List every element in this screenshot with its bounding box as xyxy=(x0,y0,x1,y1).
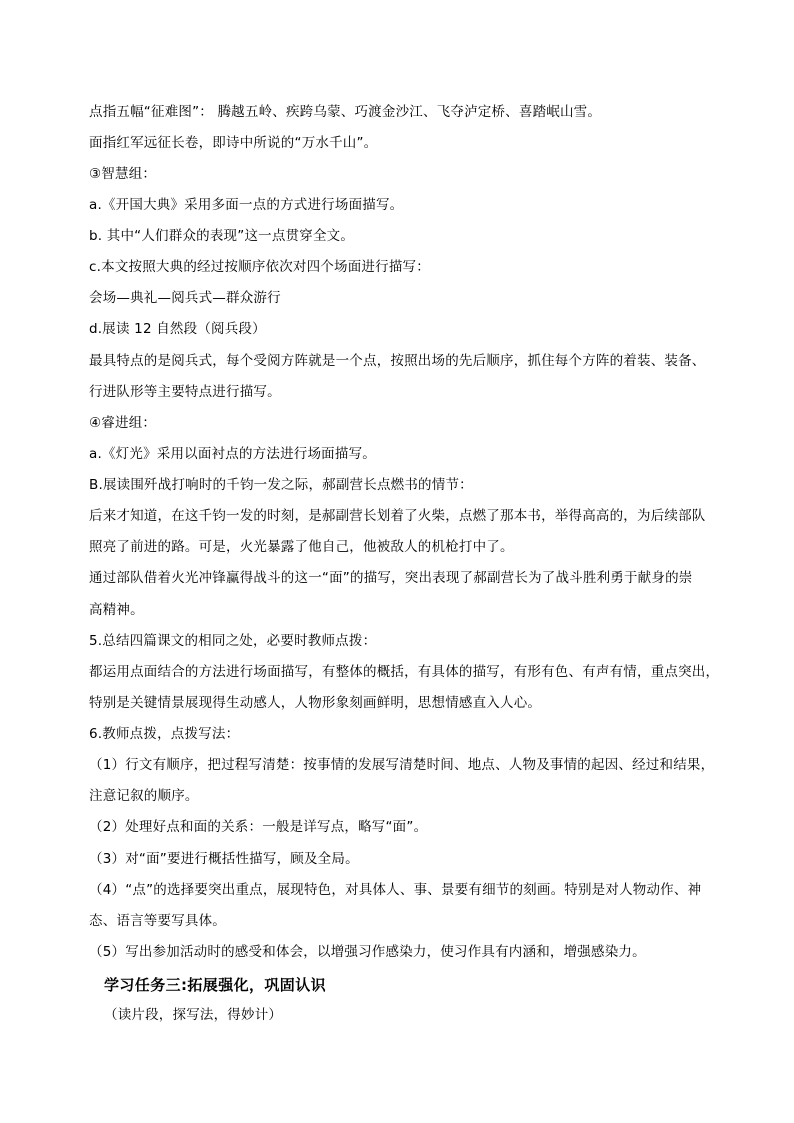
text-line: 特别是关键情景展现得生动感人，人物形象刻画鲜明，思想情感直入人心。 xyxy=(89,695,542,711)
text-line: c.本文按照大典的经过按顺序依次对四个场面进行描写： xyxy=(89,259,430,275)
text-line: （3）对“面”要进行概括性描写，顾及全局。 xyxy=(89,851,359,867)
text-line: a.《开国大典》采用多面一点的方式进行场面描写。 xyxy=(89,197,404,213)
text-line: 通过部队借着火光冲锋赢得战斗的这一“面”的描写，突出表现了郝副营长为了战斗胜利勇于献身的崇 xyxy=(89,570,693,586)
text-line: 会场—典礼—阅兵式—群众游行 xyxy=(89,290,281,306)
text-line: （5）写出参加活动时的感受和体会，以增强习作感染力，使习作具有内涵和，增强感染力。 xyxy=(89,944,646,960)
text-line: 点指五幅“征难图”： 腾越五岭、疾跨乌蒙、巧渡金沙江、飞夺泸定桥、喜踏岷山雪。 xyxy=(89,104,602,120)
task-heading: 学习任务三:拓展强化，巩固认识 xyxy=(104,976,326,994)
text-line: ③智慧组： xyxy=(89,166,157,182)
text-line: b. 其中“人们群众的表现”这一点贯穿全文。 xyxy=(89,228,355,244)
text-line: 面指红军远征长卷，即诗中所说的“万水千山”。 xyxy=(89,135,378,151)
text-line: 都运用点面结合的方法进行场面描写，有整体的概括，有具体的描写，有形有色、有声有情，重点突出， xyxy=(89,664,720,680)
text-line: 态、语言等要写具体。 xyxy=(89,913,226,929)
text-line: 行进队形等主要特点进行描写。 xyxy=(89,384,281,400)
text-line: 后来才知道，在这千钧一发的时刻，是郝副营长划着了火柴，点燃了那本书，举得高高的，为后续部队 xyxy=(89,508,706,524)
task-subtitle: （读片段，探写法，得妙计） xyxy=(104,1007,283,1023)
text-line: 照亮了前进的路。可是，火光暴露了他自己，他被敌人的机枪打中了。 xyxy=(89,539,514,555)
text-line: （1）行文有顺序，把过程写清楚：按事情的发展写清楚时间、地点、人物及事情的起因、经过和结果， xyxy=(89,757,715,773)
text-line: 6.教师点拨，点拨写法： xyxy=(89,726,240,742)
text-line: （4）“点”的选择要突出重点，展现特色，对具体人、事、景要有细节的刻画。特别是对人物动作、神 xyxy=(89,882,702,898)
text-line: ④睿进组： xyxy=(89,415,157,431)
text-line: （2）处理好点和面的关系：一般是详写点，略写“面”。 xyxy=(89,819,428,835)
text-line: d.展读 12 自然段（阅兵段） xyxy=(89,321,266,337)
text-line: 高精神。 xyxy=(89,602,144,618)
text-line: 5.总结四篇课文的相同之处，必要时教师点拨： xyxy=(89,633,377,649)
text-line: B.展读围歼战打响时的千钧一发之际，郝副营长点燃书的情节： xyxy=(89,477,473,493)
text-line: a.《灯光》采用以面衬点的方法进行场面描写。 xyxy=(89,446,376,462)
text-line: 最具特点的是阅兵式，每个受阅方阵就是一个点，按照出场的先后顺序，抓住每个方阵的着装、装备、 xyxy=(89,353,706,369)
text-line: 注意记叙的顺序。 xyxy=(89,788,199,804)
